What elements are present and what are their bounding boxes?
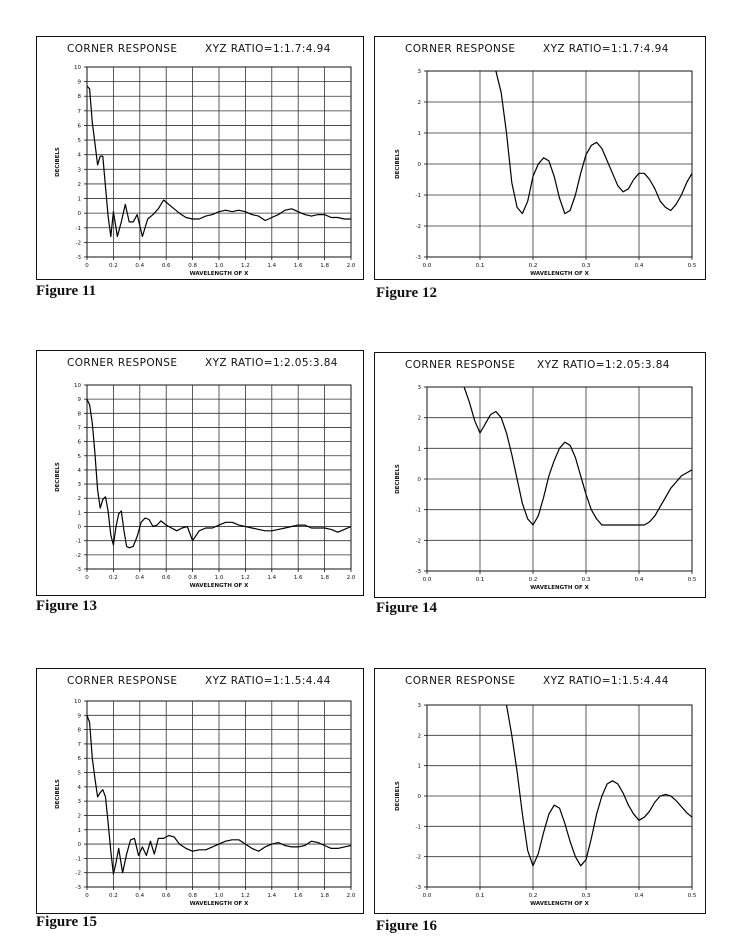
x-tick-label: 0.0 bbox=[422, 263, 432, 269]
y-tick-label: 1 bbox=[77, 827, 81, 834]
x-tick-label: 1.2 bbox=[241, 575, 250, 581]
x-axis-label: WAVELENGTH OF X bbox=[189, 583, 249, 589]
y-tick-label: 10 bbox=[74, 383, 81, 389]
x-tick-label: 1.8 bbox=[320, 893, 329, 899]
y-tick-label: -2 bbox=[75, 552, 81, 559]
y-tick-label: 0 bbox=[77, 524, 81, 531]
x-tick-label: 0.6 bbox=[161, 893, 171, 899]
y-tick-label: 6 bbox=[77, 123, 81, 130]
chart-title: CORNER RESPONSE bbox=[405, 43, 516, 55]
x-tick-label: 0.4 bbox=[135, 263, 145, 269]
y-tick-label: -3 bbox=[415, 885, 421, 891]
x-tick-label: 1.2 bbox=[241, 893, 250, 899]
x-tick-label: 0.8 bbox=[188, 893, 197, 899]
x-tick-label: 1.6 bbox=[293, 263, 303, 269]
y-tick-label: 0 bbox=[417, 477, 421, 483]
x-tick-label: 0.8 bbox=[188, 263, 197, 269]
x-tick-label: 0.4 bbox=[634, 263, 644, 269]
y-tick-label: 8 bbox=[77, 411, 81, 418]
y-tick-label: 2 bbox=[417, 733, 421, 740]
x-tick-label: 1.6 bbox=[293, 575, 303, 581]
chart-svg-fig12 bbox=[375, 37, 707, 281]
x-tick-label: 0 bbox=[85, 893, 89, 899]
response-curve bbox=[464, 387, 692, 525]
y-tick-label: 2 bbox=[417, 100, 421, 106]
y-tick-label: 10 bbox=[74, 699, 81, 705]
x-tick-label: 1.4 bbox=[267, 893, 277, 899]
chart-subtitle: XYZ RATIO=1:1.5:4.44 bbox=[205, 675, 331, 687]
y-tick-label: 2 bbox=[77, 813, 81, 820]
y-tick-label: 6 bbox=[77, 756, 81, 763]
y-axis-label: DECIBELS bbox=[55, 779, 61, 809]
x-tick-label: 1.6 bbox=[293, 893, 303, 899]
chart-subtitle: XYZ RATIO=1:2.05:3.84 bbox=[205, 357, 338, 369]
x-tick-label: 0.4 bbox=[634, 893, 644, 899]
x-tick-label: 0.3 bbox=[581, 263, 591, 269]
x-tick-label: 0.6 bbox=[161, 575, 171, 581]
x-tick-label: 2.0 bbox=[346, 893, 356, 899]
y-tick-label: 4 bbox=[77, 152, 81, 159]
x-tick-label: 1.4 bbox=[267, 263, 277, 269]
x-tick-label: 0.3 bbox=[581, 577, 591, 583]
y-tick-label: 10 bbox=[74, 65, 81, 71]
y-tick-label: 1 bbox=[417, 446, 421, 453]
x-tick-label: 0.0 bbox=[422, 577, 432, 583]
x-tick-label: 0 bbox=[85, 575, 89, 581]
x-axis-label: WAVELENGTH OF X bbox=[530, 585, 589, 591]
x-tick-label: 2.0 bbox=[346, 575, 356, 581]
chart-panel-fig12 bbox=[374, 36, 706, 280]
chart-svg-fig15 bbox=[37, 669, 365, 915]
figure-caption-15: Figure 15 bbox=[36, 914, 97, 930]
response-curve bbox=[496, 71, 692, 214]
x-tick-label: 0.2 bbox=[109, 893, 118, 899]
x-axis-label: WAVELENGTH OF X bbox=[189, 271, 249, 277]
y-tick-label: -3 bbox=[75, 885, 81, 891]
x-tick-label: 1.8 bbox=[320, 263, 329, 269]
x-tick-label: 1.0 bbox=[214, 263, 224, 269]
x-tick-label: 0.5 bbox=[687, 577, 697, 583]
y-tick-label: 1 bbox=[77, 510, 81, 517]
y-tick-label: 9 bbox=[77, 397, 81, 404]
y-axis-label: DECIBELS bbox=[395, 781, 401, 811]
x-tick-label: 0.4 bbox=[634, 577, 644, 583]
chart-title: CORNER RESPONSE bbox=[67, 43, 178, 55]
x-axis-label: WAVELENGTH OF X bbox=[530, 271, 589, 277]
chart-svg-fig14 bbox=[375, 353, 707, 599]
chart-panel-fig11 bbox=[36, 36, 364, 280]
x-tick-label: 0.2 bbox=[528, 263, 538, 269]
y-axis-label: DECIBELS bbox=[395, 464, 401, 494]
x-tick-label: 0.1 bbox=[475, 577, 485, 583]
x-tick-label: 0.5 bbox=[687, 893, 697, 899]
y-tick-label: 4 bbox=[77, 467, 81, 474]
x-axis-label: WAVELENGTH OF X bbox=[189, 901, 249, 907]
x-tick-label: 0.6 bbox=[161, 263, 171, 269]
x-tick-label: 1.2 bbox=[241, 263, 250, 269]
x-tick-label: 0.5 bbox=[687, 263, 697, 269]
y-tick-label: -1 bbox=[415, 824, 421, 831]
x-tick-label: 1.0 bbox=[214, 893, 224, 899]
chart-subtitle: XYZ RATIO=1:1.5:4.44 bbox=[543, 675, 669, 687]
x-tick-label: 0.0 bbox=[422, 893, 432, 899]
y-tick-label: 3 bbox=[417, 69, 421, 75]
y-tick-label: -2 bbox=[415, 854, 421, 861]
y-tick-label: 2 bbox=[77, 496, 81, 503]
chart-title: CORNER RESPONSE bbox=[405, 359, 516, 371]
y-tick-label: -2 bbox=[415, 224, 421, 230]
x-tick-label: 0.3 bbox=[581, 893, 591, 899]
response-curve bbox=[507, 705, 693, 866]
y-tick-label: 0 bbox=[77, 842, 81, 849]
chart-panel-fig13 bbox=[36, 350, 364, 596]
x-tick-label: 0.2 bbox=[528, 893, 538, 899]
y-tick-label: -2 bbox=[415, 538, 421, 545]
x-tick-label: 0.1 bbox=[475, 263, 485, 269]
y-axis-label: DECIBELS bbox=[55, 462, 61, 492]
y-tick-label: 8 bbox=[77, 94, 81, 101]
figure-caption-13: Figure 13 bbox=[36, 598, 97, 614]
y-tick-label: 7 bbox=[77, 108, 81, 115]
y-tick-label: 6 bbox=[77, 439, 81, 446]
y-tick-label: 1 bbox=[417, 131, 421, 137]
y-tick-label: 2 bbox=[77, 181, 81, 188]
x-tick-label: 1.4 bbox=[267, 575, 277, 581]
chart-subtitle: XYZ RATIO=1:2.05:3.84 bbox=[537, 359, 670, 371]
y-tick-label: 5 bbox=[77, 770, 81, 777]
y-tick-label: -3 bbox=[75, 255, 81, 261]
y-tick-label: 3 bbox=[417, 703, 421, 709]
x-tick-label: 1.8 bbox=[320, 575, 329, 581]
x-tick-label: 0.8 bbox=[188, 575, 197, 581]
y-tick-label: -2 bbox=[75, 870, 81, 877]
x-tick-label: 0 bbox=[85, 263, 89, 269]
y-tick-label: 8 bbox=[77, 727, 81, 734]
figure-caption-14: Figure 14 bbox=[376, 600, 437, 616]
y-tick-label: 5 bbox=[77, 453, 81, 460]
x-tick-label: 0.2 bbox=[109, 575, 118, 581]
x-tick-label: 2.0 bbox=[346, 263, 356, 269]
y-tick-label: -1 bbox=[415, 193, 421, 199]
x-tick-label: 0.4 bbox=[135, 575, 145, 581]
y-tick-label: -1 bbox=[75, 225, 81, 232]
y-tick-label: 2 bbox=[417, 415, 421, 422]
y-tick-label: -2 bbox=[75, 240, 81, 247]
y-tick-label: -3 bbox=[415, 569, 421, 575]
chart-panel-fig16 bbox=[374, 668, 706, 914]
x-axis-label: WAVELENGTH OF X bbox=[530, 901, 589, 907]
y-tick-label: 5 bbox=[77, 138, 81, 145]
y-tick-label: 7 bbox=[77, 425, 81, 432]
chart-svg-fig13 bbox=[37, 351, 365, 597]
figure-caption-16: Figure 16 bbox=[376, 918, 437, 934]
y-tick-label: -1 bbox=[415, 507, 421, 514]
x-tick-label: 0.2 bbox=[109, 263, 118, 269]
x-tick-label: 0.2 bbox=[528, 577, 538, 583]
y-tick-label: 3 bbox=[77, 482, 81, 489]
chart-title: CORNER RESPONSE bbox=[405, 675, 516, 687]
y-tick-label: 3 bbox=[417, 385, 421, 391]
x-tick-label: 0.1 bbox=[475, 893, 485, 899]
chart-panel-fig15 bbox=[36, 668, 364, 914]
y-tick-label: 7 bbox=[77, 741, 81, 748]
chart-subtitle: XYZ RATIO=1:1.7:4.94 bbox=[543, 43, 669, 55]
y-tick-label: -1 bbox=[75, 856, 81, 863]
y-tick-label: -1 bbox=[75, 538, 81, 545]
y-tick-label: 1 bbox=[417, 763, 421, 770]
chart-title: CORNER RESPONSE bbox=[67, 675, 178, 687]
chart-panel-fig14 bbox=[374, 352, 706, 598]
y-tick-label: 0 bbox=[417, 162, 421, 168]
y-tick-label: 3 bbox=[77, 799, 81, 806]
y-tick-label: 9 bbox=[77, 713, 81, 720]
x-tick-label: 1.0 bbox=[214, 575, 224, 581]
chart-title: CORNER RESPONSE bbox=[67, 357, 178, 369]
y-tick-label: 4 bbox=[77, 784, 81, 791]
y-tick-label: -3 bbox=[75, 567, 81, 573]
x-tick-label: 0.4 bbox=[135, 893, 145, 899]
y-tick-label: 3 bbox=[77, 167, 81, 174]
y-tick-label: 0 bbox=[77, 211, 81, 218]
y-tick-label: 9 bbox=[77, 79, 81, 86]
y-axis-label: DECIBELS bbox=[395, 149, 401, 179]
chart-svg-fig16 bbox=[375, 669, 707, 915]
figure-caption-12: Figure 12 bbox=[376, 285, 437, 301]
y-tick-label: 1 bbox=[77, 196, 81, 203]
chart-subtitle: XYZ RATIO=1:1.7:4.94 bbox=[205, 43, 331, 55]
y-tick-label: -3 bbox=[415, 255, 421, 261]
figure-caption-11: Figure 11 bbox=[36, 283, 97, 299]
chart-svg-fig11 bbox=[37, 37, 365, 281]
y-axis-label: DECIBELS bbox=[55, 147, 61, 177]
y-tick-label: 0 bbox=[417, 794, 421, 800]
